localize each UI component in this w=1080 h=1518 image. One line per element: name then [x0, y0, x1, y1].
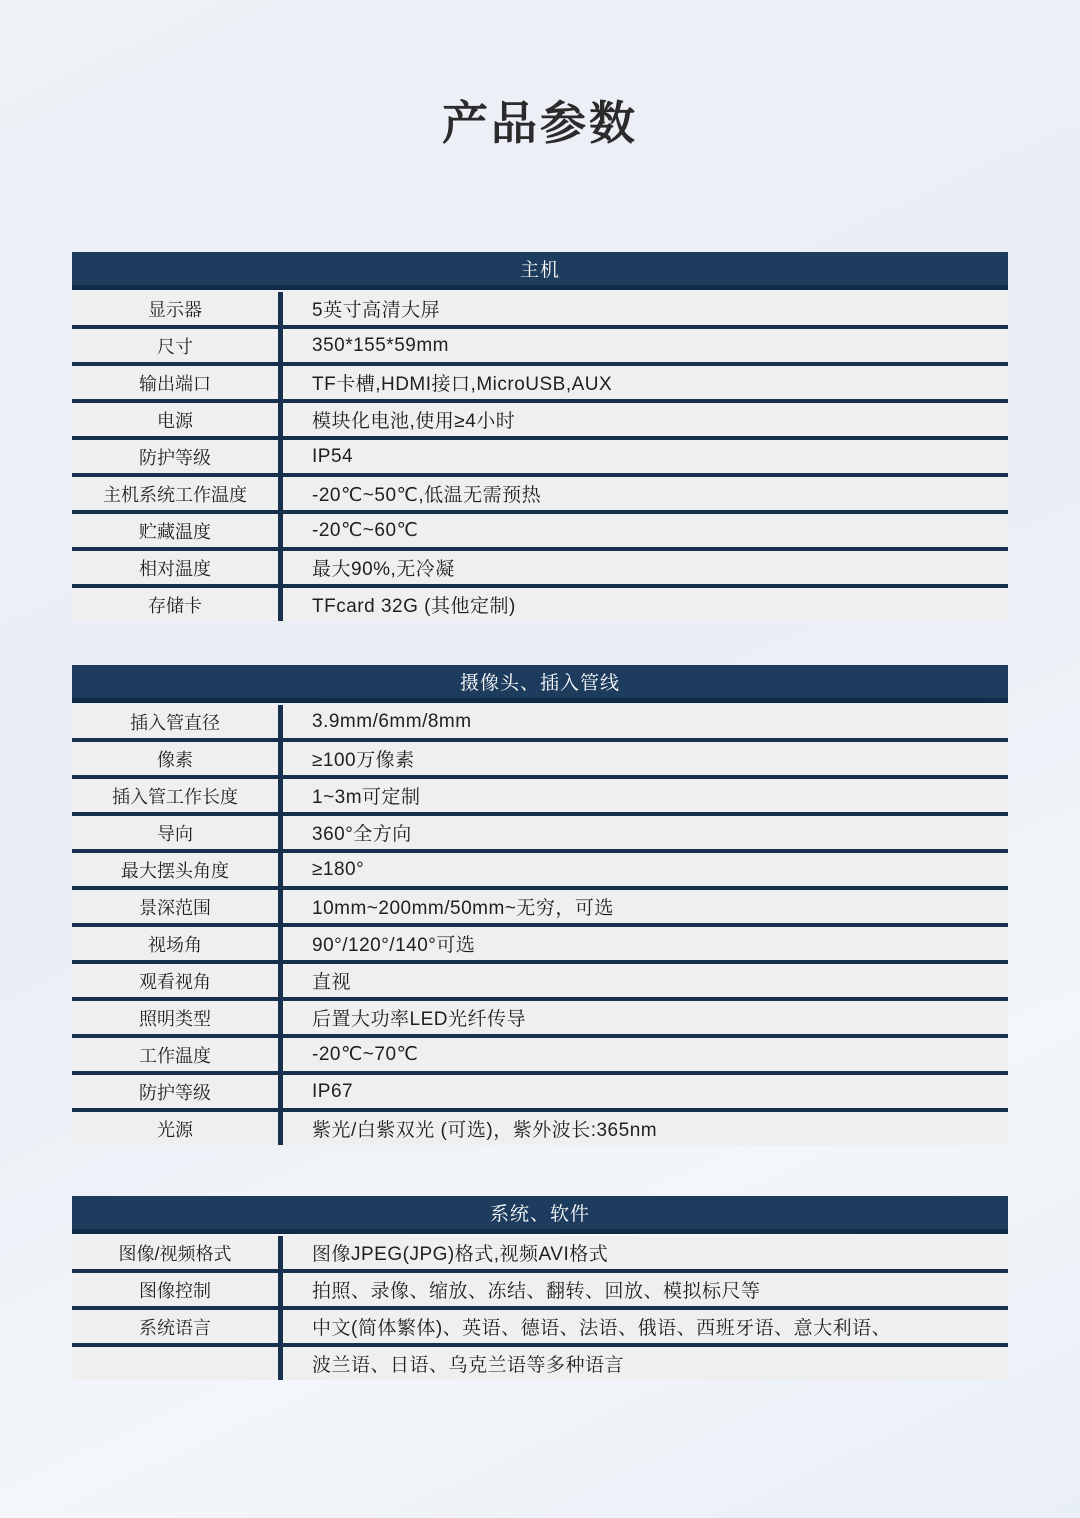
row-label: 相对温度: [72, 551, 283, 584]
row-label: 系统语言: [72, 1310, 283, 1343]
row-label: 输出端口: [72, 366, 283, 399]
row-value: ≥180°: [312, 858, 365, 880]
row-value: 波兰语、日语、乌克兰语等多种语言: [312, 1355, 625, 1376]
row-label: 防护等级: [72, 1075, 283, 1108]
table-row: [72, 886, 1008, 923]
row-label: 贮藏温度: [72, 514, 283, 547]
table-row: [72, 436, 1008, 473]
row-value: IP67: [312, 1080, 354, 1102]
row-label: 最大摆头角度: [72, 853, 283, 886]
table-header: 摄像头、插入管线: [72, 665, 1008, 703]
row-label: 像素: [72, 742, 283, 775]
table-row: [72, 547, 1008, 584]
row-label: 景深范围: [72, 890, 283, 923]
row-value: ≥100万像素: [312, 750, 415, 771]
row-label: 电源: [72, 403, 283, 436]
table-header: 主机: [72, 252, 1008, 290]
row-label: 存储卡: [72, 588, 283, 621]
row-label: 工作温度: [72, 1038, 283, 1071]
table-row: [72, 584, 1008, 621]
row-label: 显示器: [72, 292, 283, 325]
row-label: 照明类型: [72, 1001, 283, 1034]
row-label: 插入管直径: [72, 705, 283, 738]
spec-table-3: [72, 1196, 1008, 1380]
spec-tables: [72, 252, 1008, 1380]
table-header: 系统、软件: [72, 1196, 1008, 1234]
row-value: 图像JPEG(JPG)格式,视频AVI格式: [312, 1244, 609, 1265]
table-body: [72, 292, 1008, 621]
table-row: [72, 705, 1008, 738]
row-value: 10mm~200mm/50mm~无穷，可选: [312, 898, 614, 919]
row-value: 350*155*59mm: [312, 334, 449, 356]
table-row: [72, 362, 1008, 399]
table-row: [72, 812, 1008, 849]
row-value: 紫光/白紫双光 (可选)，紫外波长:365nm: [312, 1120, 658, 1141]
table-row: [72, 1034, 1008, 1071]
row-value: 90°/120°/140°可选: [312, 935, 476, 956]
row-value: 最大90%,无冷凝: [312, 559, 455, 580]
table-row: [72, 399, 1008, 436]
row-value: -20℃~70℃: [312, 1044, 419, 1065]
spec-table-2: [72, 665, 1008, 1145]
row-label: 图像/视频格式: [72, 1236, 283, 1269]
table-row: [72, 1071, 1008, 1108]
row-value: 5英寸高清大屏: [312, 300, 441, 321]
row-value: 拍照、录像、缩放、冻结、翻转、回放、模拟标尺等: [312, 1281, 761, 1302]
table-row: [72, 1108, 1008, 1145]
page-title: 产品参数: [442, 97, 638, 149]
row-value: 3.9mm/6mm/8mm: [312, 710, 472, 732]
row-label: [72, 1347, 283, 1380]
row-label: 主机系统工作温度: [72, 477, 283, 510]
row-label: 图像控制: [72, 1273, 283, 1306]
row-value: 模块化电池,使用≥4小时: [312, 411, 516, 432]
row-label: 观看视角: [72, 964, 283, 997]
row-value: 360°全方向: [312, 824, 412, 845]
row-value: TFcard 32G (其他定制): [312, 596, 516, 617]
row-label: 视场角: [72, 927, 283, 960]
table-row: [72, 292, 1008, 325]
table-row: [72, 849, 1008, 886]
table-row: [72, 997, 1008, 1034]
row-value: 后置大功率LED光纤传导: [312, 1009, 526, 1030]
row-value: 中文(简体繁体)、英语、德语、法语、俄语、西班牙语、意大利语、: [312, 1318, 892, 1339]
row-value: 1~3m可定制: [312, 787, 421, 808]
row-value: 直视: [312, 972, 352, 993]
table-row: [72, 1306, 1008, 1343]
table-row: [72, 1269, 1008, 1306]
table-row: [72, 473, 1008, 510]
table-row: [72, 325, 1008, 362]
row-label: 光源: [72, 1112, 283, 1145]
row-label: 导向: [72, 816, 283, 849]
table-row: [72, 738, 1008, 775]
row-value: -20℃~60℃: [312, 520, 419, 541]
table-row: [72, 775, 1008, 812]
spec-table-1: [72, 252, 1008, 621]
table-row: [72, 1343, 1008, 1380]
row-value: IP54: [312, 445, 354, 467]
table-body: [72, 1236, 1008, 1380]
table-row: [72, 923, 1008, 960]
table-row: [72, 1236, 1008, 1269]
table-body: [72, 705, 1008, 1145]
row-label: 防护等级: [72, 440, 283, 473]
row-label: 插入管工作长度: [72, 779, 283, 812]
table-row: [72, 510, 1008, 547]
row-label: 尺寸: [72, 329, 283, 362]
table-row: [72, 960, 1008, 997]
row-value: TF卡槽,HDMI接口,MicroUSB,AUX: [312, 374, 613, 395]
row-value: -20℃~50℃,低温无需预热: [312, 485, 542, 506]
